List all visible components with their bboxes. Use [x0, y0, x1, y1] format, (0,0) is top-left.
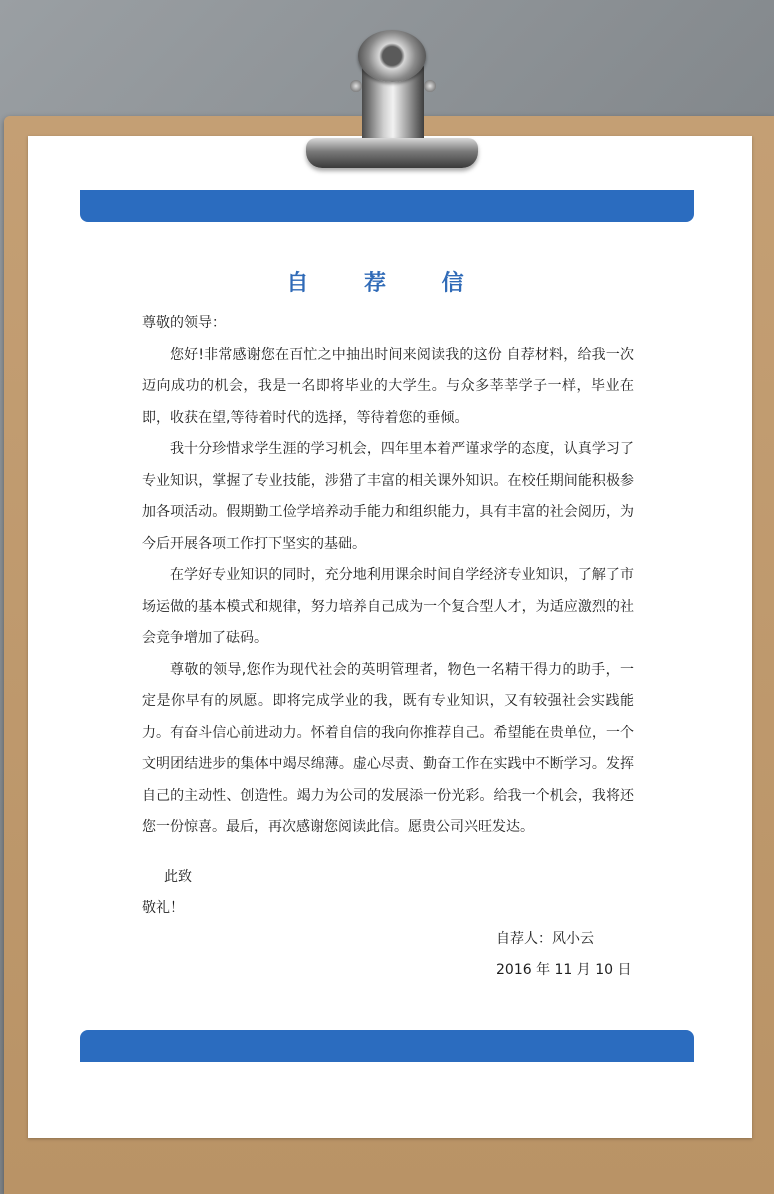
closing-line-2: 敬礼！	[142, 900, 184, 916]
signature: 自荐人：风小云	[496, 931, 594, 947]
salutation: 尊敬的领导：	[142, 315, 226, 331]
letter-date: 2016 年 11 月 10 日	[496, 962, 632, 978]
binder-clip-icon	[306, 26, 478, 176]
header-band	[80, 190, 694, 222]
paragraph-4: 尊敬的领导,您作为现代社会的英明管理者，物色一名精干得力的助手，一定是你早有的夙愿。即将完成学业的我，既有专业知识，又有较强社会实践能力。有奋斗信心前进动力。怀着自信的我向你推荐自己。希望能在贵单位，一个文明团结进步的集体中竭尽绵薄。虚心尽责、勤奋工作在实践中不断学习。发挥自己的主动性、创造性。竭力为公司的发展添一份光彩。给我一个机会，我将还您一份惊喜。最后，再次感谢您阅读此信。愿贵公司兴旺发达。	[142, 661, 634, 835]
paragraph-3: 在学好专业知识的同时，充分地利用课余时间自学经济专业知识，了解了市场运做的基本模式和规律，努力培养自己成为一个复合型人才，为适应激烈的社会竞争增加了砝码。	[142, 567, 634, 646]
footer-band	[80, 1030, 694, 1062]
letter-title: 自 荐 信	[286, 270, 488, 296]
paragraph-2: 我十分珍惜求学生涯的学习机会，四年里本着严谨求学的态度，认真学习了专业知识，掌握了专业技能，涉猎了丰富的相关课外知识。在校任期间能积极参加各项活动。假期勤工俭学培养动手能力和组织能力，具有丰富的社会阅历，为今后开展各项工作打下坚实的基础。	[142, 441, 634, 552]
closing-line-1: 此致	[164, 869, 192, 885]
letter-body	[142, 308, 634, 844]
paragraph-1: 您好!非常感谢您在百忙之中抽出时间来阅读我的这份 自荐材料，给我一次迈向成功的机会，我是一名即将毕业的大学生。与众多莘莘学子一样，毕业在即，收获在望,等待着时代的选择，等待着您的垂倾。	[142, 346, 634, 426]
